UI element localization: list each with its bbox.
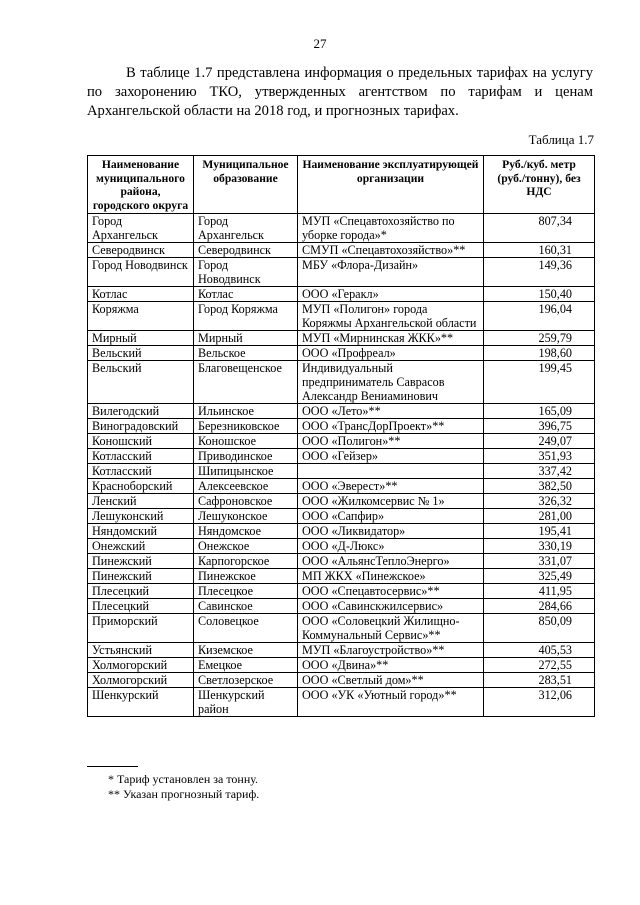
- cell-tariff: 272,55: [484, 658, 595, 673]
- cell-tariff: 149,36: [484, 258, 595, 287]
- cell-district: Онежский: [88, 539, 194, 554]
- table-row: [88, 599, 595, 614]
- cell-municipality: Киземское: [194, 643, 298, 658]
- cell-organization: ООО «Гейзер»: [298, 449, 484, 464]
- cell-tariff: 405,53: [484, 643, 595, 658]
- cell-municipality: Соловецкое: [194, 614, 298, 643]
- footnote-tonne: * Тариф установлен за тонну.: [108, 772, 259, 786]
- table-row: [88, 214, 595, 243]
- cell-tariff: 198,60: [484, 346, 595, 361]
- table-row: [88, 524, 595, 539]
- cell-organization: ООО «Соловецкий Жилищно-Коммунальный Сервис»**: [298, 614, 484, 643]
- footnote-forecast: ** Указан прогнозный тариф.: [108, 787, 260, 801]
- table-row: [88, 584, 595, 599]
- cell-tariff: 249,07: [484, 434, 595, 449]
- cell-district: Няндомский: [88, 524, 194, 539]
- cell-tariff: 396,75: [484, 419, 595, 434]
- cell-organization: ООО «Двина»**: [298, 658, 484, 673]
- cell-tariff: 411,95: [484, 584, 595, 599]
- cell-municipality: Вельское: [194, 346, 298, 361]
- cell-district: Плесецкий: [88, 584, 194, 599]
- cell-tariff: 196,04: [484, 302, 595, 331]
- cell-tariff: 281,00: [484, 509, 595, 524]
- cell-tariff: 325,49: [484, 569, 595, 584]
- cell-district: Мирный: [88, 331, 194, 346]
- cell-municipality: Котлас: [194, 287, 298, 302]
- cell-organization: ООО «Д-Люкс»: [298, 539, 484, 554]
- header-organization: Наименование эксплуатирующей организации: [298, 156, 484, 214]
- cell-municipality: Благовещенское: [194, 361, 298, 404]
- table-header-row: [88, 156, 595, 214]
- cell-tariff: 165,09: [484, 404, 595, 419]
- cell-municipality: Няндомское: [194, 524, 298, 539]
- cell-district: Котласский: [88, 449, 194, 464]
- cell-municipality: Алексеевское: [194, 479, 298, 494]
- cell-organization: ООО «АльянсТеплоЭнерго»: [298, 554, 484, 569]
- table-row: [88, 479, 595, 494]
- table-body: [88, 214, 595, 717]
- cell-organization: ООО «Жилкомсервис № 1»: [298, 494, 484, 509]
- table-row: [88, 287, 595, 302]
- cell-tariff: 330,19: [484, 539, 595, 554]
- cell-district: Пинежский: [88, 554, 194, 569]
- cell-organization: ООО «Спецавтосервис»**: [298, 584, 484, 599]
- cell-tariff: 150,40: [484, 287, 595, 302]
- tariff-table: [87, 155, 595, 717]
- cell-tariff: 382,50: [484, 479, 595, 494]
- cell-municipality: Северодвинск: [194, 243, 298, 258]
- page-number: 27: [313, 36, 327, 51]
- cell-organization: ООО «Светлый дом»**: [298, 673, 484, 688]
- table-row: [88, 331, 595, 346]
- cell-district: Шенкурский: [88, 688, 194, 717]
- cell-municipality: Приводинское: [194, 449, 298, 464]
- table-row: [88, 302, 595, 331]
- table-row: [88, 404, 595, 419]
- cell-tariff: 850,09: [484, 614, 595, 643]
- cell-organization: МУП «Мирнинская ЖКК»**: [298, 331, 484, 346]
- cell-district: Котлас: [88, 287, 194, 302]
- table-row: [88, 258, 595, 287]
- cell-municipality: Шипицынское: [194, 464, 298, 479]
- cell-municipality: Плесецкое: [194, 584, 298, 599]
- cell-municipality: Шенкурский район: [194, 688, 298, 717]
- cell-municipality: Город Новодвинск: [194, 258, 298, 287]
- cell-district: Город Архангельск: [88, 214, 194, 243]
- cell-organization: ООО «Лето»**: [298, 404, 484, 419]
- cell-municipality: Сафроновское: [194, 494, 298, 509]
- cell-district: Холмогорский: [88, 673, 194, 688]
- table-row: [88, 554, 595, 569]
- cell-tariff: 284,66: [484, 599, 595, 614]
- cell-district: Котласский: [88, 464, 194, 479]
- cell-district: Город Новодвинск: [88, 258, 194, 287]
- cell-district: Вельский: [88, 346, 194, 361]
- cell-organization: МУП «Благоустройство»**: [298, 643, 484, 658]
- table-row: [88, 434, 595, 449]
- cell-district: Вельский: [88, 361, 194, 404]
- cell-municipality: Онежское: [194, 539, 298, 554]
- cell-tariff: 807,34: [484, 214, 595, 243]
- cell-district: Лешуконский: [88, 509, 194, 524]
- cell-organization: ООО «Полигон»**: [298, 434, 484, 449]
- cell-district: Вилегодский: [88, 404, 194, 419]
- table-row: [88, 614, 595, 643]
- cell-district: Приморский: [88, 614, 194, 643]
- cell-organization: СМУП «Спецавтохозяйство»**: [298, 243, 484, 258]
- cell-organization: Индивидуальный предприниматель Саврасов Александр Вениаминович: [298, 361, 484, 404]
- cell-organization: МБУ «Флора-Дизайн»: [298, 258, 484, 287]
- cell-tariff: 331,07: [484, 554, 595, 569]
- cell-municipality: Лешуконское: [194, 509, 298, 524]
- cell-tariff: 199,45: [484, 361, 595, 404]
- cell-organization: ООО «Савинскжилсервис»: [298, 599, 484, 614]
- footnotes: [108, 772, 259, 802]
- cell-tariff: 195,41: [484, 524, 595, 539]
- cell-organization: МП ЖКХ «Пинежское»: [298, 569, 484, 584]
- cell-organization: ООО «УК «Уютный город»**: [298, 688, 484, 717]
- cell-tariff: 337,42: [484, 464, 595, 479]
- table-row: [88, 688, 595, 717]
- cell-district: Плесецкий: [88, 599, 194, 614]
- cell-municipality: Мирный: [194, 331, 298, 346]
- intro-paragraph: В таблице 1.7 представлена информация о предельных тарифах на услугу по захоронению ТКО, утвержденных агентством по тарифам и ценам Архангельской области на 2018 год, и прогнозных тарифах.: [87, 65, 593, 119]
- cell-municipality: Ильинское: [194, 404, 298, 419]
- table-row: [88, 346, 595, 361]
- cell-organization: ООО «Профреал»: [298, 346, 484, 361]
- cell-tariff: 351,93: [484, 449, 595, 464]
- cell-tariff: 160,31: [484, 243, 595, 258]
- cell-organization: МУП «Спецавтохозяйство по уборке города»*: [298, 214, 484, 243]
- cell-district: Виноградовский: [88, 419, 194, 434]
- table-row: [88, 464, 595, 479]
- cell-municipality: Светлозерское: [194, 673, 298, 688]
- cell-district: Холмогорский: [88, 658, 194, 673]
- cell-organization: ООО «Эверест»**: [298, 479, 484, 494]
- table-row: [88, 539, 595, 554]
- cell-municipality: Пинежское: [194, 569, 298, 584]
- table-row: [88, 673, 595, 688]
- cell-municipality: Емецкое: [194, 658, 298, 673]
- table-row: [88, 419, 595, 434]
- cell-district: Ленский: [88, 494, 194, 509]
- cell-municipality: Березниковское: [194, 419, 298, 434]
- cell-organization: [298, 464, 484, 479]
- cell-organization: ООО «Ликвидатор»: [298, 524, 484, 539]
- footnote-divider: [87, 766, 138, 767]
- cell-organization: ООО «ТрансДорПроект»**: [298, 419, 484, 434]
- table-row: [88, 569, 595, 584]
- cell-district: Северодвинск: [88, 243, 194, 258]
- cell-tariff: 326,32: [484, 494, 595, 509]
- cell-municipality: Карпогорское: [194, 554, 298, 569]
- table-row: [88, 643, 595, 658]
- table-row: [88, 243, 595, 258]
- cell-municipality: Город Архангельск: [194, 214, 298, 243]
- cell-district: Пинежский: [88, 569, 194, 584]
- cell-district: Коряжма: [88, 302, 194, 331]
- cell-tariff: 259,79: [484, 331, 595, 346]
- cell-district: Красноборский: [88, 479, 194, 494]
- header-municipality: Муниципальное образование: [194, 156, 298, 214]
- cell-district: Устьянский: [88, 643, 194, 658]
- header-tariff: Руб./куб. метр (руб./тонну), без НДС: [484, 156, 595, 214]
- header-district: Наименование муниципального района, городского округа: [88, 156, 194, 214]
- cell-organization: МУП «Полигон» города Коряжмы Архангельской области: [298, 302, 484, 331]
- cell-municipality: Савинское: [194, 599, 298, 614]
- cell-municipality: Город Коряжма: [194, 302, 298, 331]
- table-row: [88, 509, 595, 524]
- cell-organization: ООО «Геракл»: [298, 287, 484, 302]
- table-row: [88, 361, 595, 404]
- table-caption: Таблица 1.7: [528, 132, 594, 147]
- table-row: [88, 449, 595, 464]
- cell-district: Коношский: [88, 434, 194, 449]
- cell-municipality: Коношское: [194, 434, 298, 449]
- table-row: [88, 494, 595, 509]
- table-row: [88, 658, 595, 673]
- cell-tariff: 312,06: [484, 688, 595, 717]
- cell-tariff: 283,51: [484, 673, 595, 688]
- cell-organization: ООО «Сапфир»: [298, 509, 484, 524]
